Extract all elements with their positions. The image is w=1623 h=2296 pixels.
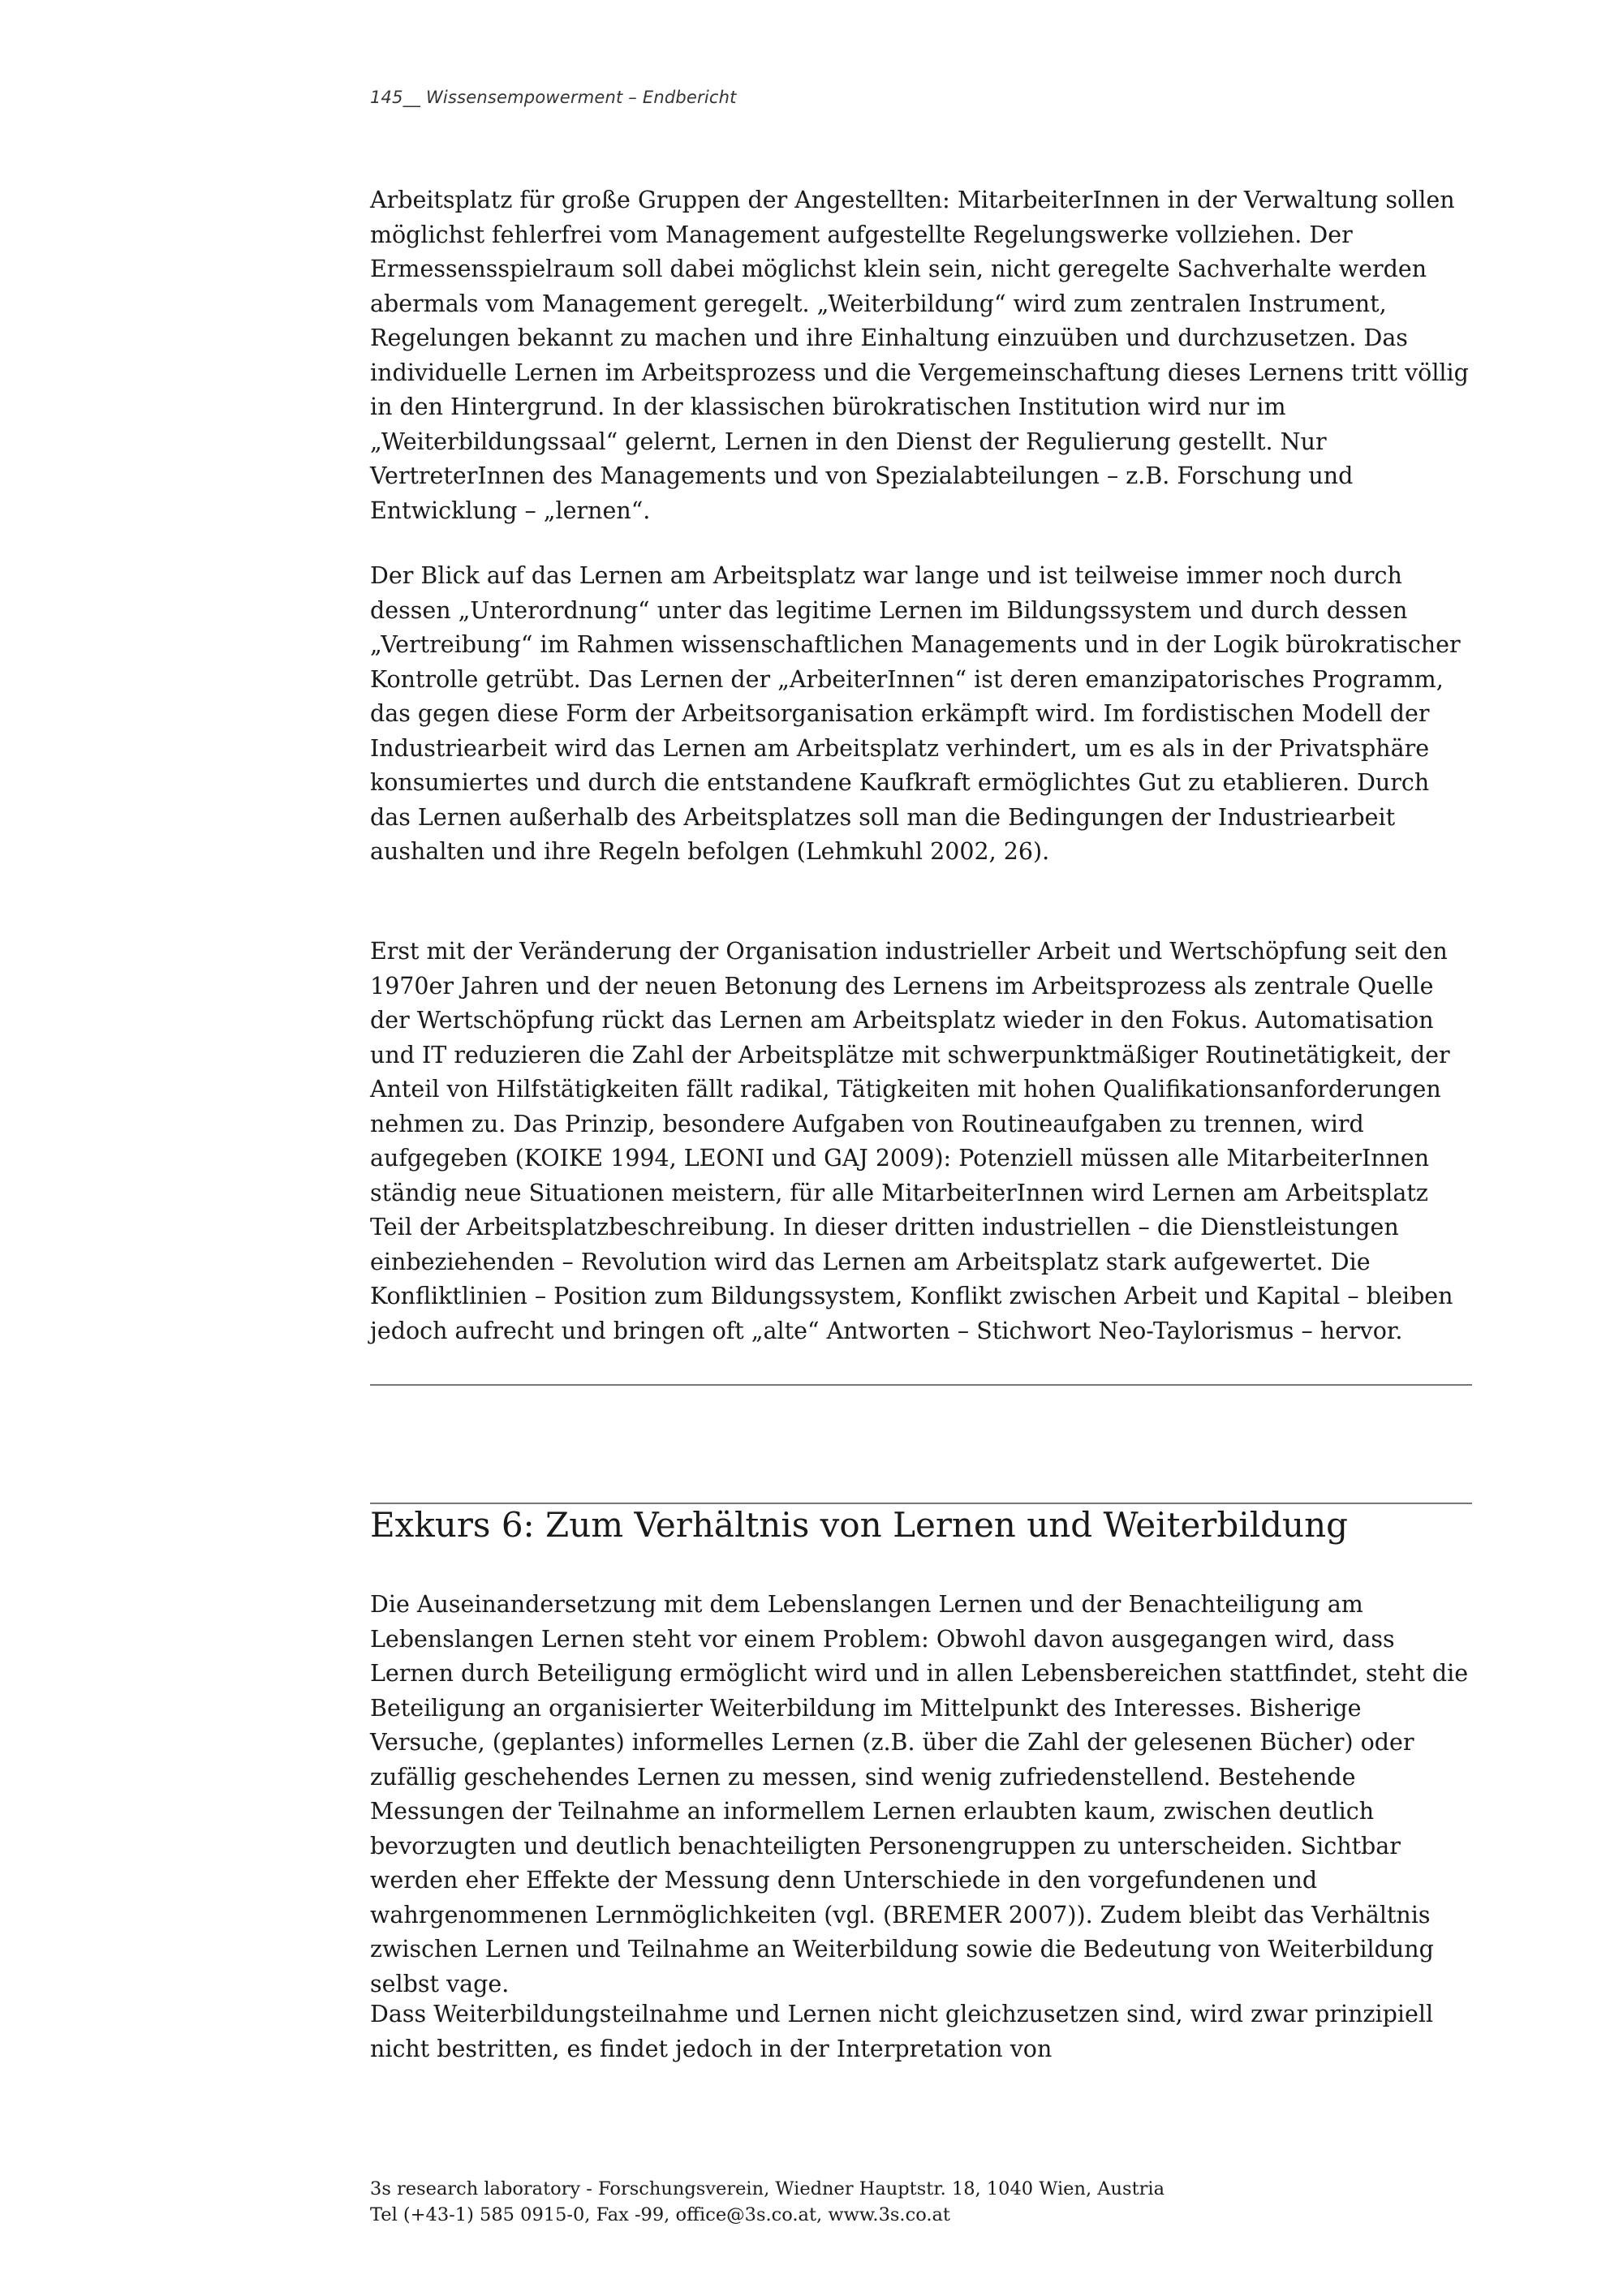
- paragraph-text: Dass Weiterbildungsteilnahme und Lernen nicht gleichzusetzen sind, wird zwar prinzipiell nicht bestritten, es findet jedoch in der Interpretation von: [370, 2001, 1434, 2062]
- exkurs-heading: Exkurs 6: Zum Verhältnis von Lernen und Weiterbildung: [370, 1505, 1348, 1545]
- exkurs-paragraph-2: [370, 1997, 1472, 2066]
- body-paragraph-1: [370, 183, 1472, 528]
- paragraph-text: Arbeitsplatz für große Gruppen der Angestellten: MitarbeiterInnen in der Verwaltung sollen möglichst fehlerfrei vom Management aufgestellte Regelungswerke vollziehen. Der Ermessensspielraum soll dabei möglichst klein sein, nicht geregelte Sachverhalte werden abermals vom Management geregelt. „Weiterbildung“ wird zum zentralen Instrument, Regelungen bekannt zu machen und ihre Einhaltung einzuüben und durchzusetzen. Das individuelle Lernen im Arbeitsprozess und die Vergemeinschaftung dieses Lernens tritt völlig in den Hintergrund. In der klassischen bürokratischen Institution wird nur im „Weiterbildungssaal“ gelernt, Lernen in den Dienst der Regulierung gestellt. Nur VertreterInnen des Managements und von Spezialabteilungen – z.B. Forschung und Entwicklung – „lernen“.: [370, 187, 1469, 524]
- section-divider-bottom: [370, 1384, 1472, 1386]
- page-footer: [370, 2176, 1165, 2228]
- footer-contact: Tel (+43-1) 585 0915-0, Fax -99, office@3s.co.at, www.3s.co.at: [370, 2204, 950, 2225]
- running-header: 145__ Wissensempowerment – Endbericht: [370, 88, 737, 107]
- paragraph-text: Der Blick auf das Lernen am Arbeitsplatz war lange und ist teilweise immer noch durch dessen „Unterordnung“ unter das legitime Lernen im Bildungssystem und durch dessen „Vertreibung“ im Rahmen wissenschaftlichen Managements und in der Logik bürokratischer Kontrolle getrübt. Das Lernen der „ArbeiterInnen“ ist deren emanzipatorisches Programm, das gegen diese Form der Arbeitsorganisation erkämpft wird. Im fordistischen Modell der Industriearbeit wird das Lernen am Arbeitsplatz verhindert, um es als in der Privatsphäre konsumiertes und durch die entstandene Kaufkraft ermöglichtes Gut zu etablieren. Durch das Lernen außerhalb des Arbeitsplatzes soll man die Bedingungen der Industriearbeit aushalten und ihre Regeln befolgen (Lehmkuhl 2002, 26).: [370, 562, 1461, 865]
- exkurs-paragraph-1: [370, 1588, 1472, 2001]
- body-paragraph-2: [370, 559, 1472, 870]
- paragraph-text: Die Auseinandersetzung mit dem Lebenslangen Lernen und der Benachteiligung am Lebenslangen Lernen steht vor einem Problem: Obwohl davon ausgegangen wird, dass Lernen durch Beteiligung ermöglicht wird und in allen Lebensbereichen stattfindet, steht die Beteiligung an organisierter Weiterbildung im Mittelpunkt des Interesses. Bisherige Versuche, (geplantes) informelles Lernen (z.B. über die Zahl der gelesenen Bücher) oder zufällig geschehendes Lernen zu messen, sind wenig zufriedenstellend. Bestehende Messungen der Teilnahme an informellem Lernen erlaubten kaum, zwischen deutlich bevorzugten und deutlich benachteiligten Personengruppen zu unterscheiden. Sichtbar werden eher Effekte der Messung denn Unterschiede in den vorgefundenen und wahrgenommenen Lernmöglichkeiten (vgl. (BREMER 2007)). Zudem bleibt das Verhältnis zwischen Lernen und Teilnahme an Weiterbildung sowie die Bedeutung von Weiterbildung selbst vage.: [370, 1591, 1469, 1997]
- body-paragraph-3: [370, 935, 1472, 1348]
- paragraph-text: Erst mit der Veränderung der Organisation industrieller Arbeit und Wertschöpfung seit den 1970er Jahren und der neuen Betonung des Lernens im Arbeitsprozess als zentrale Quelle der Wertschöpfung rückt das Lernen am Arbeitsplatz wieder in den Fokus. Automatisation und IT reduzieren die Zahl der Arbeitsplätze mit schwerpunktmäßiger Routinetätigkeit, der Anteil von Hilfstätigkeiten fällt radikal, Tätigkeiten mit hohen Qualifikationsanforderungen nehmen zu. Das Prinzip, besondere Aufgaben von Routineaufgaben zu trennen, wird aufgegeben (KOIKE 1994, LEONI und GAJ 2009): Potenziell müssen alle MitarbeiterInnen ständig neue Situationen meistern, für alle MitarbeiterInnen wird Lernen am Arbeitsplatz Teil der Arbeitsplatzbeschreibung. In dieser dritten industriellen – die Dienstleistungen einbeziehenden – Revolution wird das Lernen am Arbeitsplatz stark aufgewertet. Die Konfliktlinien – Position zum Bildungssystem, Konflikt zwischen Arbeit und Kapital – bleiben jedoch aufrecht und bringen oft „alte“ Antworten – Stichwort Neo-Taylorismus – hervor.: [370, 938, 1453, 1344]
- footer-address: 3s research laboratory - Forschungsverein, Wiedner Hauptstr. 18, 1040 Wien, Austria: [370, 2178, 1165, 2199]
